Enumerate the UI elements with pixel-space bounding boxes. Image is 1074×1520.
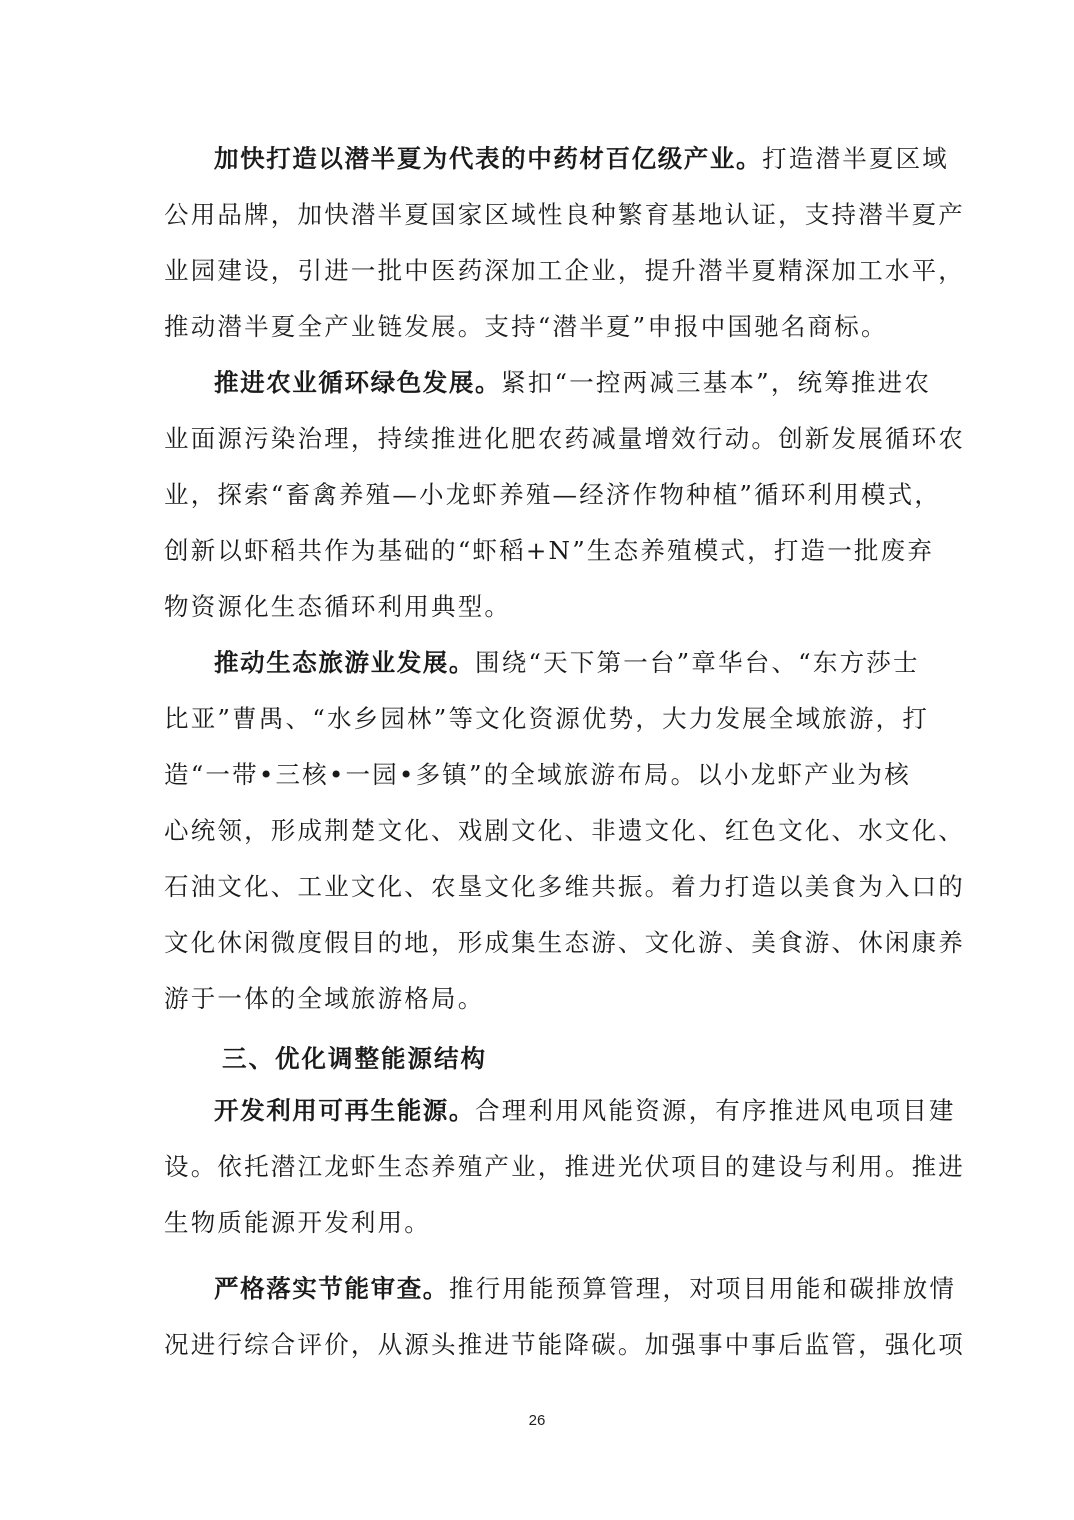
paragraph-4-text: 合理利用风能资源，有序推进风电项目建 [475,1096,956,1125]
paragraph-1-line: 推动潜半夏全产业链发展。支持“潜半夏”申报中国驰名商标。 [164,312,888,341]
paragraph-1-first-line [214,144,950,174]
paragraph-3-lead: 推动生态旅游业发展。 [214,648,475,677]
paragraph-3-first-line [214,648,924,678]
paragraph-3-line: 石油文化、工业文化、农垦文化多维共振。着力打造以美食为入口的 [164,872,965,901]
paragraph-1-line: 公用品牌，加快潜半夏国家区域性良种繁育基地认证，支持潜半夏产 [164,200,965,229]
paragraph-2-line: 创新以虾稻共作为基础的“虾稻+N”生态养殖模式，打造一批废弃 [164,536,935,565]
paragraph-2-line: 物资源化生态循环利用典型。 [164,592,512,621]
paragraph-3-line: 比亚”曹禺、“水乡园林”等文化资源优势，大力发展全域旅游，打 [164,704,930,733]
paragraph-1-lead: 加快打造以潜半夏为代表的中药材百亿级产业。 [214,144,763,173]
paragraph-2-text: 紧扣“一控两减三基本”，统筹推进农 [501,368,932,397]
paragraph-5-text: 推行用能预算管理，对项目用能和碳排放情 [448,1274,957,1303]
paragraph-2-line: 业面源污染治理，持续推进化肥农药减量增效行动。创新发展循环农 [164,424,965,453]
paragraph-2-first-line [214,368,932,398]
paragraph-4-line: 设。依托潜江龙虾生态养殖产业，推进光伏项目的建设与利用。推进 [164,1152,965,1181]
paragraph-4-first-line [214,1096,956,1126]
paragraph-5-line: 况进行综合评价，从源头推进节能降碳。加强事中事后监管，强化项 [164,1330,965,1359]
paragraph-5-first-line [214,1274,957,1304]
paragraph-4-line: 生物质能源开发利用。 [164,1208,431,1237]
section-heading: 三、优化调整能源结构 [222,1044,487,1073]
paragraph-3-line: 文化休闲微度假目的地，形成集生态游、文化游、美食游、休闲康养 [164,928,965,957]
page-number: 26 [528,1412,546,1429]
paragraph-5-lead: 严格落实节能审查。 [214,1274,449,1303]
paragraph-3-line: 造“一带•三核•一园•多镇”的全域旅游布局。以小龙虾产业为核 [164,760,911,789]
paragraph-3-line: 心统领，形成荆楚文化、戏剧文化、非遗文化、红色文化、水文化、 [164,816,965,845]
paragraph-3-text: 围绕“天下第一台”章华台、“东方莎士 [475,648,920,677]
paragraph-2-lead: 推进农业循环绿色发展。 [214,368,502,397]
paragraph-3-line: 游于一体的全域旅游格局。 [164,984,485,1013]
paragraph-2-line: 业，探索“畜禽养殖—小龙虾养殖—经济作物种植”循环利用模式， [164,480,942,509]
paragraph-1-text: 打造潜半夏区域 [762,144,950,173]
paragraph-1-line: 业园建设，引进一批中医药深加工企业，提升潜半夏精深加工水平， [164,256,965,285]
paragraph-4-lead: 开发利用可再生能源。 [214,1096,475,1125]
